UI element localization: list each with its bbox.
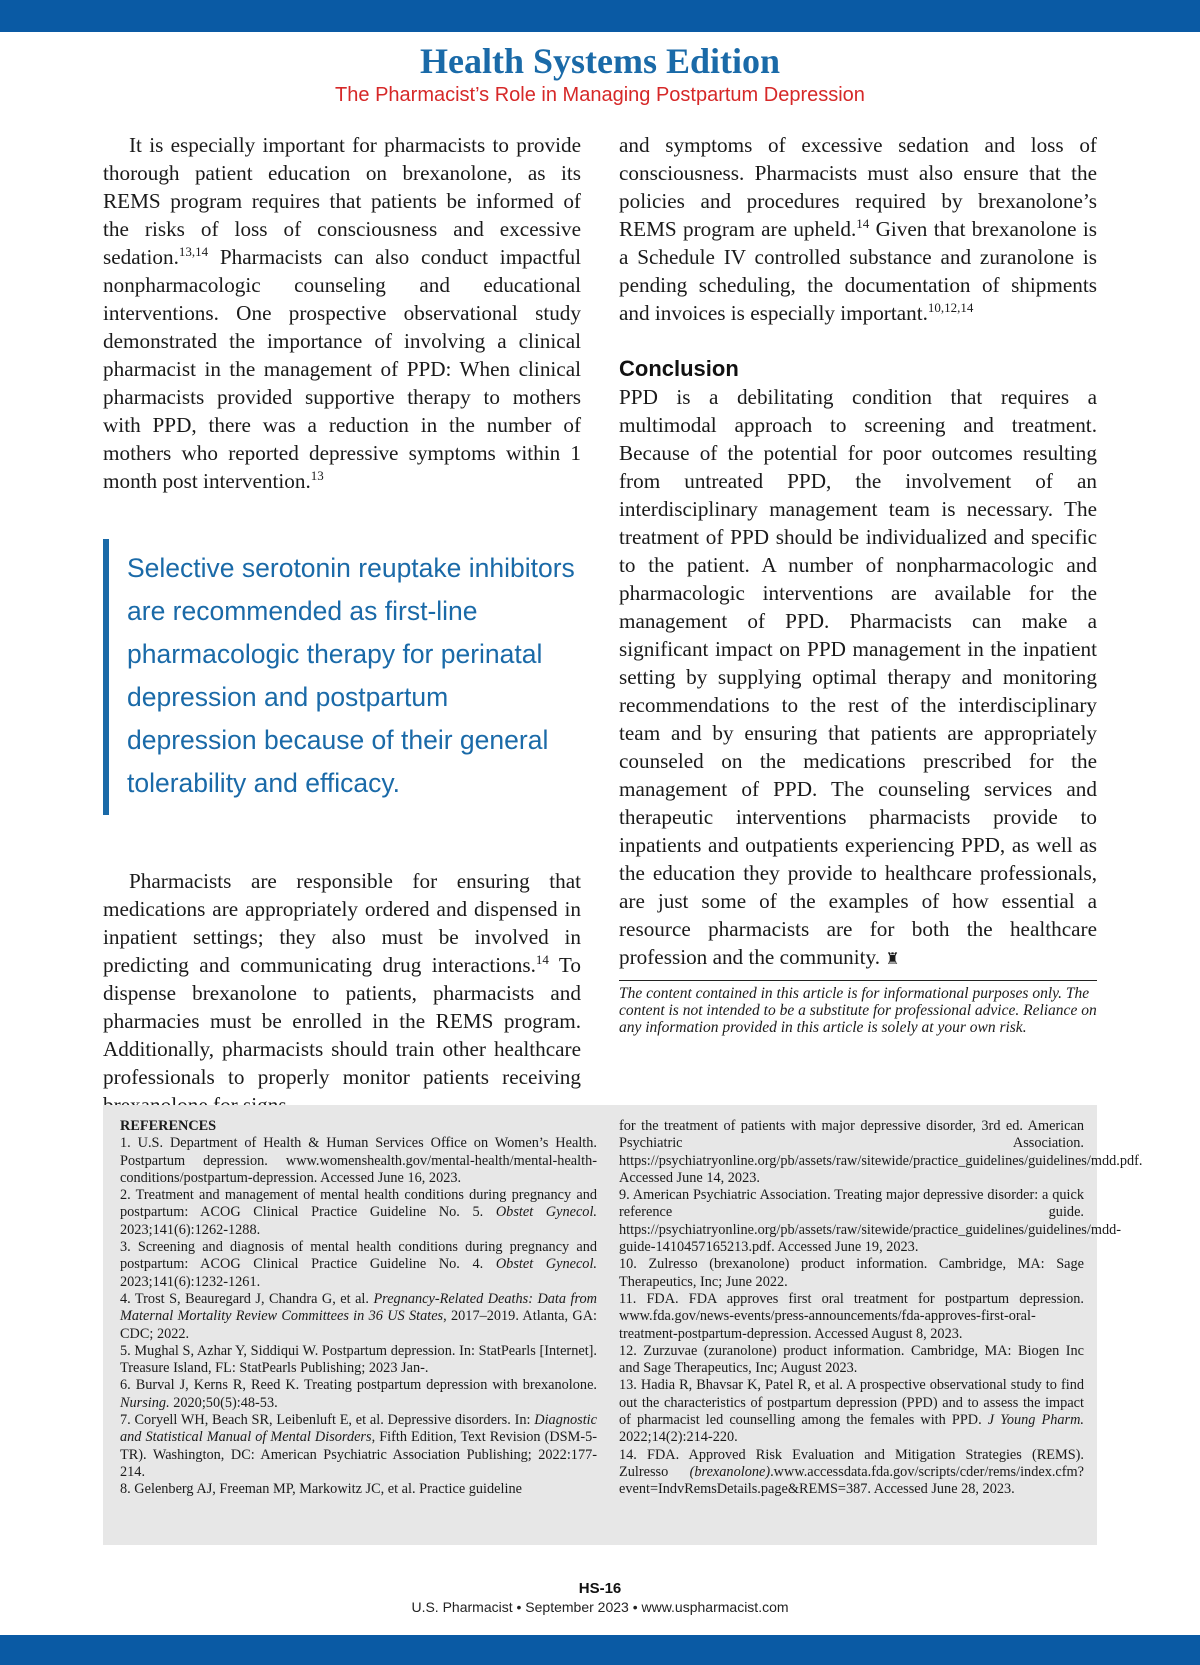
reference-item: 8. Gelenberg AJ, Freeman MP, Markowitz JC, et al. Practice guideline bbox=[120, 1481, 522, 1498]
conclusion-paragraph bbox=[619, 383, 1097, 974]
references-right-column bbox=[619, 1118, 1143, 1499]
reference-item: 6. Burval J, Kerns R, Reed K. Treating postpartum depression with brexanolone. Nursing. 2020;50(5):48-53. bbox=[120, 1377, 597, 1411]
reference-item: 5. Mughal S, Azhar Y, Siddiqui W. Postpartum depression. In: StatPearls [Internet]. Treasure Island, FL: StatPearls Publishing; 2023 Jan-. bbox=[120, 1342, 597, 1377]
reference-item: 14. FDA. Approved Risk Evaluation and Mitigation Strategies (REMS). Zulresso (brexanolone).www.accessdata.fda.gov/scripts/cder/rems/index.cfm?event=IndvRemsDetails.page&REMS=387. Accessed June 28, 2023. bbox=[619, 1446, 1084, 1498]
citation: 14 bbox=[535, 952, 549, 967]
text-run: It is especially important for pharmacists to provide thorough patient education on brexanolone, as its REMS program requires that patients be informed of the risks of loss of consciousness and excessive sedation. bbox=[103, 133, 581, 269]
text-run: Given that brexanolone is a Schedule IV controlled substance and zuranolone is pending scheduling, the documentation of shipments and invoices is especially important. bbox=[619, 217, 1097, 325]
edition-title: Health Systems Edition bbox=[419, 41, 781, 81]
text-run: and symptoms of excessive sedation and loss of consciousness. Pharmacists must also ensure that the policies and procedures required by brexanolone’s REMS program are upheld. bbox=[619, 133, 1097, 241]
references-box bbox=[103, 1105, 1143, 1545]
text-run: Pharmacists can also conduct impactful nonpharmacologic counseling and educational interventions. One prospective observational study demonstrated the importance of involving a clinical pharmacist in the management of PPD: When clinical pharmacists provided supportive therapy to mothers with PPD, there was a reduction in the number of mothers who reported depressive symptoms within 1 month post intervention. bbox=[103, 245, 581, 493]
text-run: Pharmacists are responsible for ensuring that medications are appropriately ordered and dispensed in inpatient settings; they also must be involved in predicting and communicating drug interactions. bbox=[103, 869, 581, 977]
reference-item: 2. Treatment and management of mental health conditions during pregnancy and postpartum: ACOG Clinical Practice Guideline No. 5. Obstet Gynecol. 2023;141(6):1262-1288. bbox=[120, 1187, 597, 1238]
reference-item: 3. Screening and diagnosis of mental health conditions during pregnancy and postpartum: ACOG Clinical Practice Guideline No. 4. Obstet Gynecol. 2023;141(6):1232-1261. bbox=[120, 1239, 597, 1290]
references-heading: REFERENCES bbox=[120, 1118, 217, 1134]
citation: 14 bbox=[856, 216, 870, 231]
reference-item: 12. Zurzuvae (zuranolone) product information. Cambridge, MA: Biogen Inc and Sage Therapeutics, Inc; August 2023. bbox=[619, 1342, 1084, 1377]
body-paragraph bbox=[619, 131, 1097, 327]
end-of-article-icon: ♜ bbox=[885, 951, 900, 968]
body-paragraph bbox=[103, 867, 581, 1119]
reference-item: 13. Hadia R, Bhavsar K, Patel R, et al. A prospective observational study to find out the characteristics of postpartum depression (PPD) and to assess the impact of pharmacist led counselling among the females with PPD. J Young Pharm. 2022;14(2):214-220. bbox=[619, 1377, 1084, 1446]
text-run: To dispense brexanolone to patients, pharmacists and pharmacies must be enrolled in the REMS program. Additionally, pharmacists should train other healthcare professionals to properly monitor patients receiving bbox=[103, 953, 581, 1089]
page-footer bbox=[0, 1580, 1200, 1616]
left-column bbox=[103, 131, 581, 1119]
top-color-bar bbox=[0, 0, 1200, 32]
reference-item: 1. U.S. Department of Health & Human Services Office on Women’s Health. Postpartum depression. www.womenshealth.gov/mental-health/mental-health-conditions/postpartum-depression. Accessed June 16, 2023. bbox=[120, 1135, 597, 1186]
reference-item: 7. Coryell WH, Beach SR, Leibenluft E, et al. Depressive disorders. In: Diagnostic and Statistical Manual of Mental Disorders, Fifth Edition, Text Revision (DSM-5-TR). Washington, DC: American Psychiatric Association Publishing; 2022:177-214. bbox=[120, 1412, 597, 1480]
publication-line: U.S. Pharmacist • September 2023 • www.uspharmacist.com bbox=[411, 1599, 789, 1615]
reference-item: 11. FDA. FDA approves first oral treatment for postpartum depression. www.fda.gov/news-events/press-announcements/fda-approves-first-oral-treatment-postpartum-depression. Accessed August 8, 2023. bbox=[619, 1290, 1084, 1342]
pull-quote: Selective serotonin reuptake inhibitors are recommended as first-line pharmacologic therapy for perinatal depression and postpartum depression because of their general tolerability and efficacy. bbox=[103, 539, 581, 815]
citation: 13 bbox=[310, 468, 324, 483]
citation: 10,12,14 bbox=[927, 300, 974, 315]
reference-item: 9. American Psychiatric Association. Treating major depressive disorder: a quick reference guide. https://psychiatryonline.org/pb/assets/raw/sitewide/practice_guidelines/guidelines/mdd-guide-1410457165213.pdf. Accessed June 19, 2023. bbox=[619, 1187, 1122, 1256]
right-column bbox=[619, 131, 1097, 1036]
masthead bbox=[0, 40, 1200, 108]
body-paragraph bbox=[103, 131, 581, 495]
text-run: PPD is a debilitating condition that requires a multimodal approach to screening and treatment. Because of the potential for poor outcomes resulting from untreated PPD, the involvement of an interdisciplinary management team is necessary. The treatment of PPD should be individualized and specific to the patient. A number of nonpharmacologic and pharmacologic interventions are available for the management of PPD. Pharmacists can make a significant impact on PPD management in the inpatient setting by supplying optimal therapy and monitoring recommendations to the rest of the interdisciplinary team and by ensuring that patients are appropriately counseled on the medications prescribed for the management of PPD. The counseling services and therapeutic interventions pharmacists provide to inpatients and outpatients experiencing PPD, as well as the education they provide to healthcare professionals, are just some of the examples of how essential a resource pharmacists are for both the healthcare profession and the community. bbox=[619, 385, 1097, 969]
bottom-color-bar bbox=[0, 1635, 1200, 1665]
citation: 13,14 bbox=[178, 244, 209, 259]
references-left-column bbox=[120, 1118, 597, 1499]
conclusion-heading: Conclusion bbox=[619, 356, 739, 381]
reference-item: 10. Zulresso (brexanolone) product information. Cambridge, MA: Sage Therapeutics, Inc; June 2022. bbox=[619, 1256, 1084, 1290]
reference-item: 4. Trost S, Beauregard J, Chandra G, et al. Pregnancy-Related Deaths: Data from Maternal Mortality Review Committees in 36 US States, 2017–2019. Atlanta, GA: CDC; 2022. bbox=[120, 1290, 597, 1342]
page-number: HS-16 bbox=[578, 1580, 622, 1597]
article-subtitle: The Pharmacist’s Role in Managing Postpartum Depression bbox=[335, 84, 865, 106]
reference-item-continued: for the treatment of patients with major depressive disorder, 3rd ed. American Psychiatric Association. https://psychiatryonline.org/pb/assets/raw/sitewide/practice_guidelines/guidelines/mdd.pdf. Accessed June 14, 2023. bbox=[619, 1118, 1143, 1186]
disclaimer: The content contained in this article is for informational purposes only. The content is not intended to be a substitute for professional advice. Reliance on any information provided in this article is solely at your own risk. bbox=[619, 980, 1097, 1036]
